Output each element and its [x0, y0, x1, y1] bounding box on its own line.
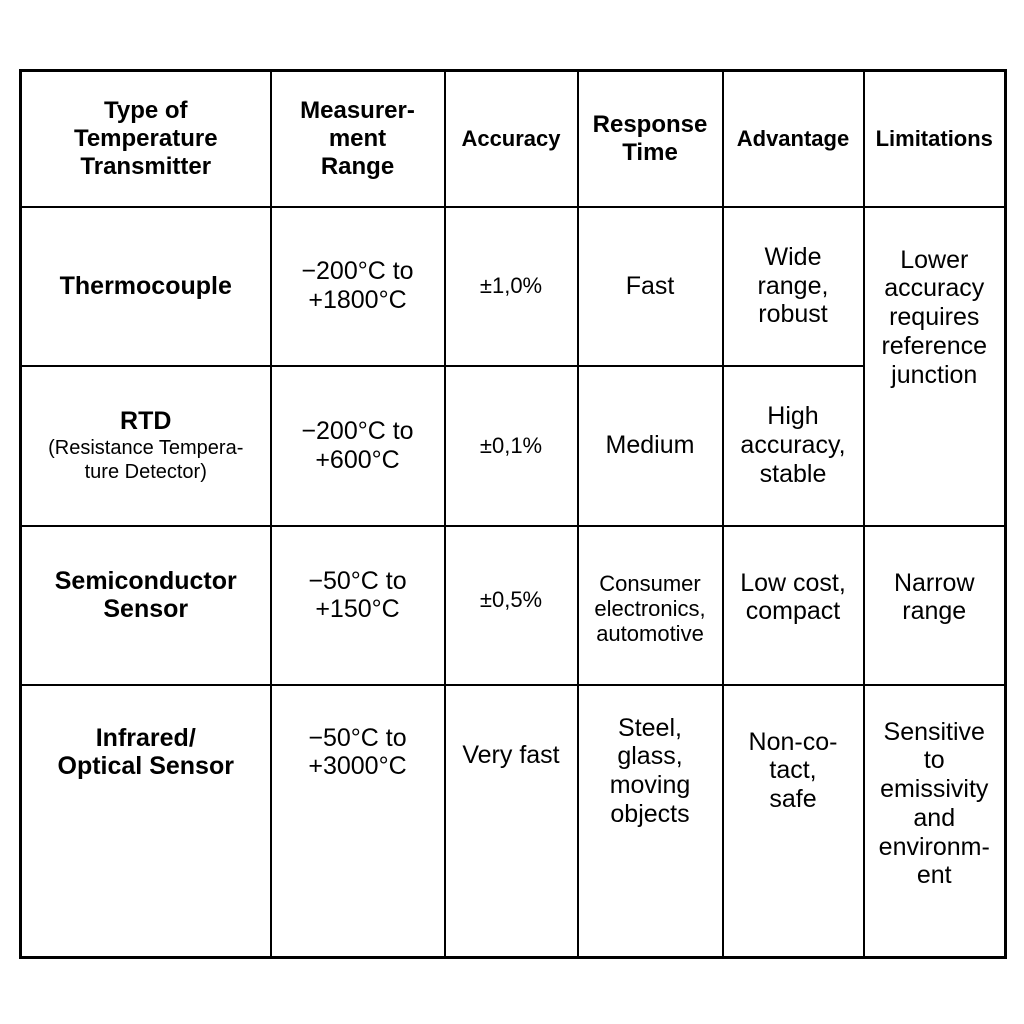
- table-row: [21, 366, 1006, 526]
- cell-limitations: Sensitive to emissivity and environm- ent: [864, 685, 1006, 958]
- cell-type: [21, 526, 271, 685]
- cell-range: −50°C to +150°C: [271, 526, 445, 685]
- cell-response-time: Fast: [578, 207, 723, 366]
- cell-accuracy: ±0,1%: [445, 366, 578, 526]
- header-type: Type of Temperature Transmitter: [21, 71, 271, 207]
- cell-advantage: Low cost, compact: [723, 526, 864, 685]
- header-limitations: Limitations: [864, 71, 1006, 207]
- cell-limitations: Lower accuracy requires reference junction: [864, 207, 1006, 526]
- cell-accuracy: ±0,5%: [445, 526, 578, 685]
- cell-accuracy: ±1,0%: [445, 207, 578, 366]
- temperature-transmitter-table: [19, 69, 1007, 959]
- header-advantage: Advantage: [723, 71, 864, 207]
- cell-accuracy: Very fast: [445, 685, 578, 958]
- cell-range: −200°C to +600°C: [271, 366, 445, 526]
- table-header-row: [21, 71, 1006, 207]
- cell-type: [21, 207, 271, 366]
- cell-type: [21, 685, 271, 958]
- table-row: [21, 207, 1006, 366]
- cell-response-time: Consumer electronics, automotive: [578, 526, 723, 685]
- cell-type: [21, 366, 271, 526]
- cell-limitations: Narrow range: [864, 526, 1006, 685]
- type-name: RTD: [120, 407, 172, 436]
- type-name: Infrared/ Optical Sensor: [57, 723, 234, 781]
- type-name: Thermocouple: [59, 271, 232, 300]
- cell-advantage: Non-co- tact, safe: [723, 685, 864, 958]
- cell-advantage: High accuracy, stable: [723, 366, 864, 526]
- cell-response-time: Medium: [578, 366, 723, 526]
- cell-range: −50°C to +3000°C: [271, 685, 445, 958]
- table-row: [21, 526, 1006, 685]
- header-range: Measurer- ment Range: [271, 71, 445, 207]
- cell-advantage: Wide range, robust: [723, 207, 864, 366]
- type-name: Semiconductor Sensor: [54, 566, 237, 624]
- header-accuracy: Accuracy: [445, 71, 578, 207]
- table-row: [21, 685, 1006, 958]
- type-subtitle: (Resistance Tempera- ture Detector): [48, 436, 244, 483]
- cell-range: −200°C to +1800°C: [271, 207, 445, 366]
- cell-response-time: Steel, glass, moving objects: [578, 685, 723, 958]
- header-response-time: Response Time: [578, 71, 723, 207]
